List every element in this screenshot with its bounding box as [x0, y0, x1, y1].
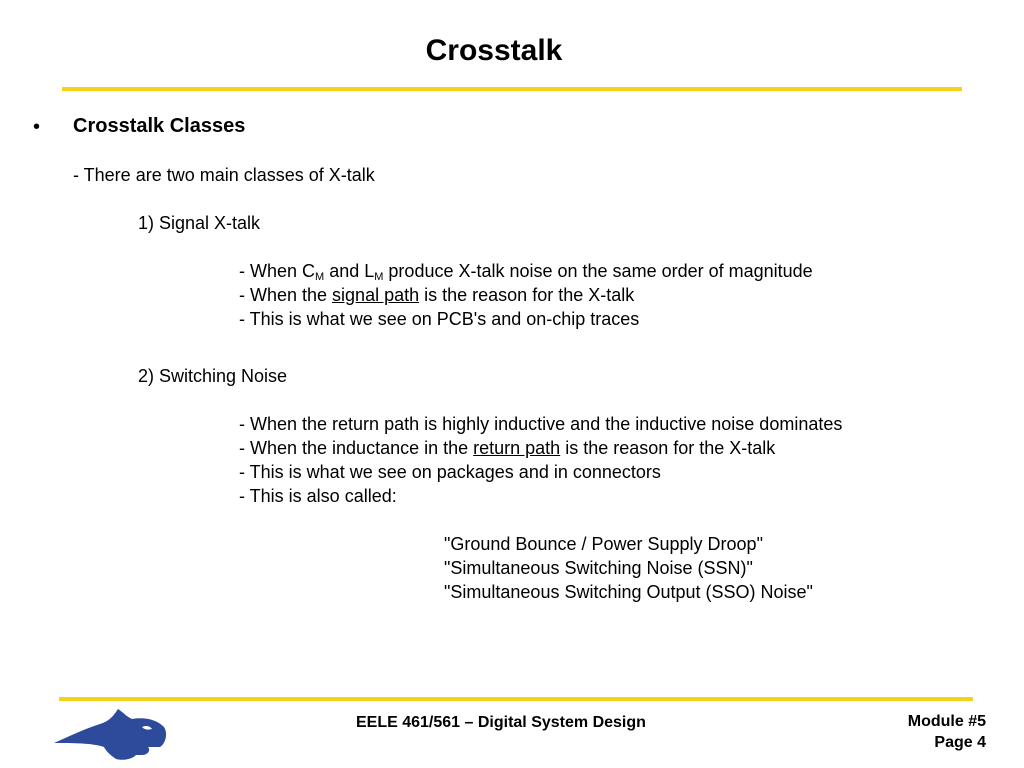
- class1-line3: - This is what we see on PCB's and on-chip traces: [239, 309, 640, 329]
- class2-line4: - This is also called:: [239, 486, 397, 506]
- class2-label: 2) Switching Noise: [138, 366, 288, 386]
- intro-text: - There are two main classes of X-talk: [73, 165, 375, 185]
- class1-line1-prefix: - When C: [239, 261, 316, 281]
- alias-item: "Simultaneous Switching Noise (SSN)": [444, 558, 753, 578]
- alias-item: "Ground Bounce / Power Supply Droop": [444, 534, 763, 554]
- class1-line1-middle: and L: [324, 261, 375, 281]
- class1-line1-sub1: M: [315, 271, 325, 283]
- class2-line3: - This is what we see on packages and in connectors: [239, 462, 661, 482]
- class1-line2: [239, 285, 634, 306]
- class1-label: 1) Signal X-talk: [138, 213, 261, 233]
- class2-line2-suffix: is the reason for the X-talk: [560, 438, 776, 458]
- class1-line2-prefix: - When the: [239, 285, 333, 305]
- class1-line1-suffix: produce X-talk noise on the same order of magnitude: [383, 261, 813, 281]
- slide-title: Crosstalk: [425, 34, 563, 67]
- class1-line2-suffix: is the reason for the X-talk: [419, 285, 635, 305]
- class1-line1-sub2: M: [374, 271, 384, 283]
- bobcat-logo-icon: [52, 703, 168, 761]
- top-divider: [62, 87, 962, 91]
- alias-item: "Simultaneous Switching Output (SSO) Noise": [444, 582, 813, 602]
- page-info: [880, 711, 986, 753]
- class2-line2: [239, 438, 775, 459]
- module-number: Module #5: [907, 713, 986, 730]
- class2-line1: - When the return path is highly inductive and the inductive noise dominates: [239, 414, 843, 434]
- section-heading: Crosstalk Classes: [73, 115, 246, 137]
- class1-line1: [239, 261, 813, 282]
- course-title: EELE 461/561 – Digital System Design: [356, 714, 646, 731]
- signal-path-term: signal path: [332, 285, 420, 305]
- class2-line2-prefix: - When the inductance in the: [239, 438, 474, 458]
- bottom-divider: [59, 697, 973, 701]
- page-number: Page 4: [934, 734, 986, 751]
- bullet-marker: •: [33, 116, 41, 138]
- return-path-term: return path: [473, 438, 561, 458]
